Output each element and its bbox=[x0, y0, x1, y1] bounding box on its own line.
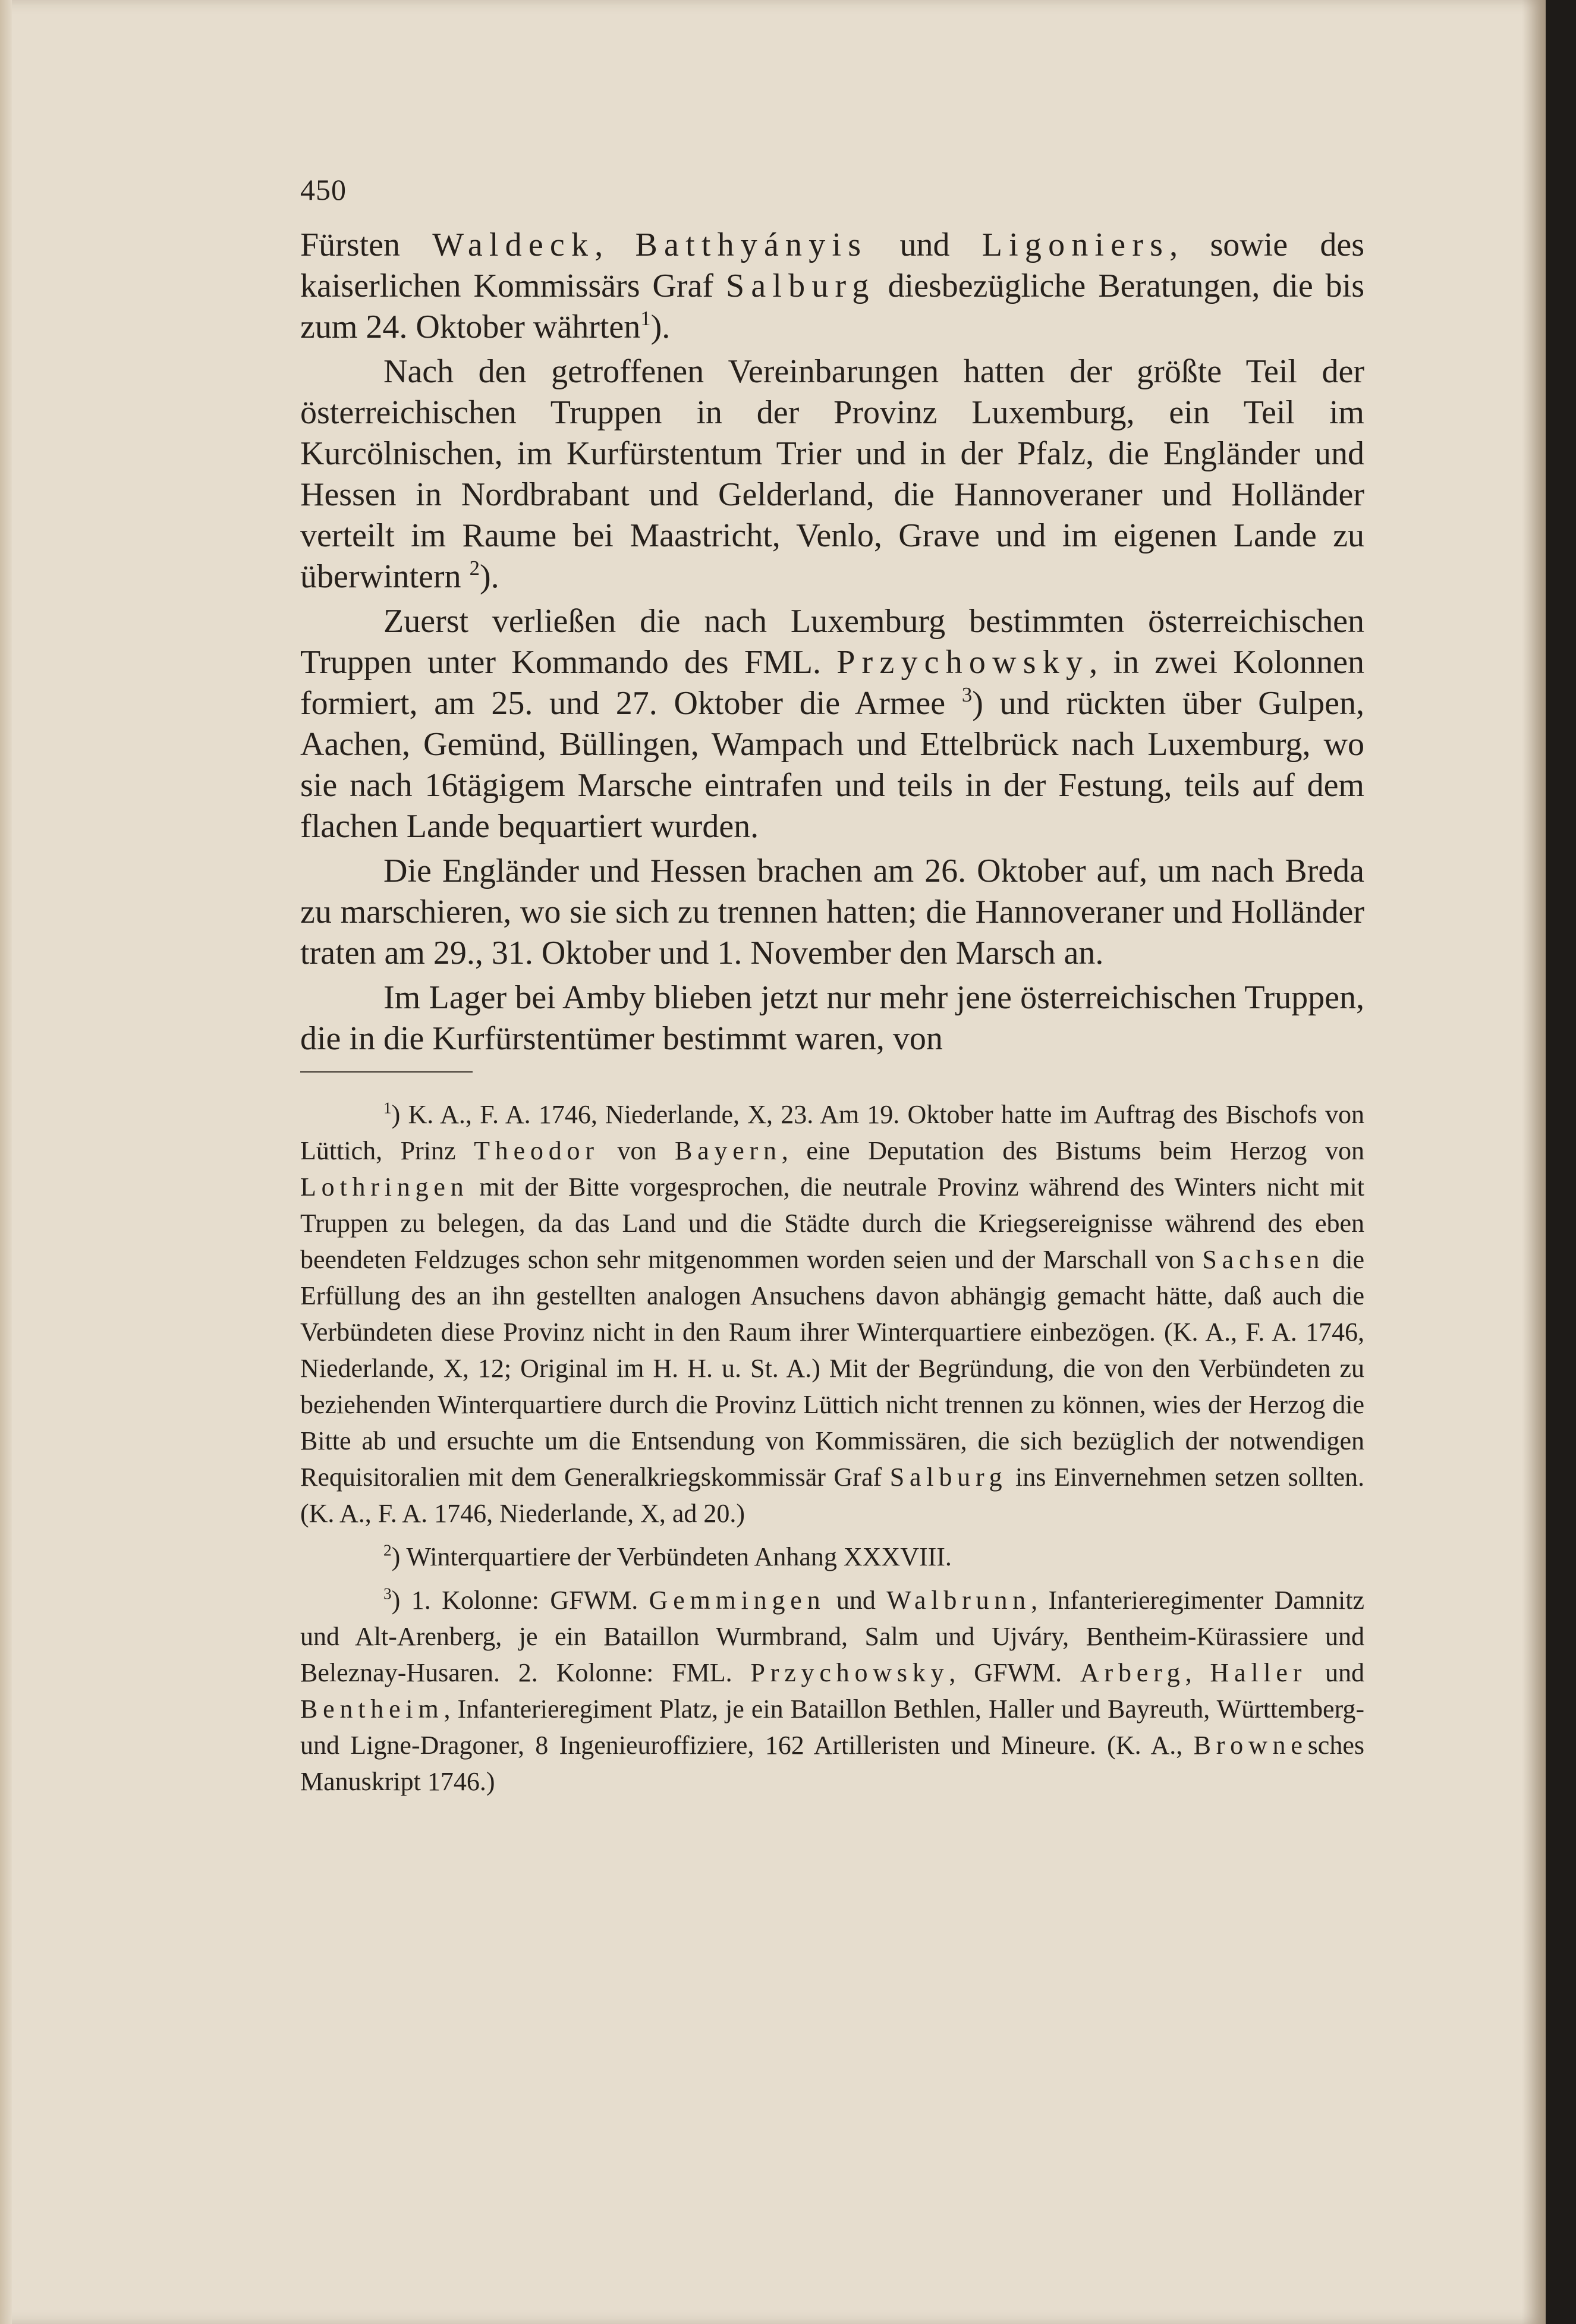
paragraph-4: Die Engländer und Hessen brachen am 26. Oktober auf, um nach Breda zu marschieren, wo sie sich zu trennen hatten; die Hannoveraner und Holländer traten am 29., 31. Oktober und 1. November den Marsch an. bbox=[300, 853, 1364, 971]
footnote-divider bbox=[300, 1071, 473, 1073]
body-text bbox=[300, 225, 1364, 1059]
page-content bbox=[300, 172, 1364, 1807]
footnote-3: $^3$) 1. Kolonne: GFWM. Gemmingen und Walbrunn, Infanterieregimenter Damnitz und Alt-Arenberg, je ein Bataillon Wurmbrand, Salm und Ujváry, Bentheim-Kürassiere und Beleznay-Husaren. 2. Kolonne: FML. Przychowsky, GFWM. Arberg, Haller und Bentheim, Infanterieregiment Platz, je ein Bataillon Bethlen, Haller und Bayreuth, Württemberg- und Ligne-Dragoner, 8 Ingenieuroffiziere, 162 Artilleristen und Mineure. (K. A., Brownesches Manuskript 1746.) bbox=[300, 1584, 1365, 1796]
footnote-2: $^2$) Winterquartiere der Verbündeten Anhang XXXVIII. bbox=[383, 1541, 952, 1571]
page-left-edge bbox=[0, 0, 12, 2324]
footnote-ref-1: 1 bbox=[640, 307, 651, 331]
footnote-ref-2: 2 bbox=[469, 556, 480, 580]
scan-background-strip bbox=[1546, 0, 1576, 2324]
paragraph-5: Im Lager bei Amby blieben jetzt nur mehr jene österreichischen Truppen, die in die Kurfürstentümer bestimmt waren, von bbox=[300, 979, 1364, 1057]
footnotes bbox=[300, 1096, 1364, 1800]
paragraph-3: Zuerst verließen die nach Luxemburg bestimmten österreichischen Truppen unter Kommando des FML. Przychowsky, in zwei Kolonnen formiert, am 25. und 27. Oktober die Armee $^3$) und rückten über Gulpen, Aachen, Gemünd, Büllingen, Wampach und Ettelbrück nach Luxemburg, wo sie nach 16tägigem Marsche eintrafen und teils in der Festung, teils auf dem flachen Lande bequartiert wurden. bbox=[300, 603, 1364, 845]
footnote-ref-3: 3 bbox=[961, 683, 973, 707]
footnote-1: $^1$) K. A., F. A. 1746, Niederlande, X, 23. Am 19. Oktober hatte im Auftrag des Bischofs von Lüttich, Prinz Theodor von Bayern, eine Deputation des Bistums beim Herzog von Lothringen mit der Bitte vorgesprochen, die neutrale Provinz während des Winters nicht mit Truppen zu belegen, da das Land und die Städte durch die Kriegsereignisse während des eben beendeten Feldzuges schon sehr mitgenommen worden seien und der Marschall von Sachsen die Erfüllung des an ihn gestellten analogen Ansuchens davon abhängig gemacht hätte, daß auch die Verbündeten diese Provinz nicht in den Raum ihrer Winterquartiere einbezögen. (K. A., F. A. 1746, Niederlande, X, 12; Original im H. H. u. St. A.) Mit der Begründung, die von den Verbündeten zu beziehenden Winterquartiere durch die Provinz Lüttich nicht trennen zu können, wies der Herzog die Bitte ab und ersuchte um die Entsendung von Kommissären, die sich bezüglich der notwendigen Requisitoralien mit dem Generalkriegskommissär Graf Salburg ins Einvernehmen setzen sollten. (K. A., F. A. 1746, Niederlande, X, ad 20.) bbox=[300, 1099, 1364, 1528]
page-gutter-shadow bbox=[1522, 0, 1546, 2324]
paragraph-1: Fürsten Waldeck, Batthyányis und Ligoniers, sowie des kaiserlichen Kommissärs Graf Salburg diesbezügliche Beratungen, die bis zum 24. Oktober währten$^1$). bbox=[300, 227, 1365, 345]
page-number: 450 bbox=[300, 173, 347, 206]
paragraph-2: Nach den getroffenen Vereinbarungen hatten der größte Teil der österreichischen Truppen in der Provinz Luxemburg, ein Teil im Kurcölnischen, im Kurfürstentum Trier und in der Pfalz, die Engländer und Hessen in Nordbrabant und Gelderland, die Hannoveraner und Holländer verteilt im Raume bei Maastricht, Venlo, Grave und im eigenen Lande zu überwintern $^2$). bbox=[300, 353, 1364, 595]
